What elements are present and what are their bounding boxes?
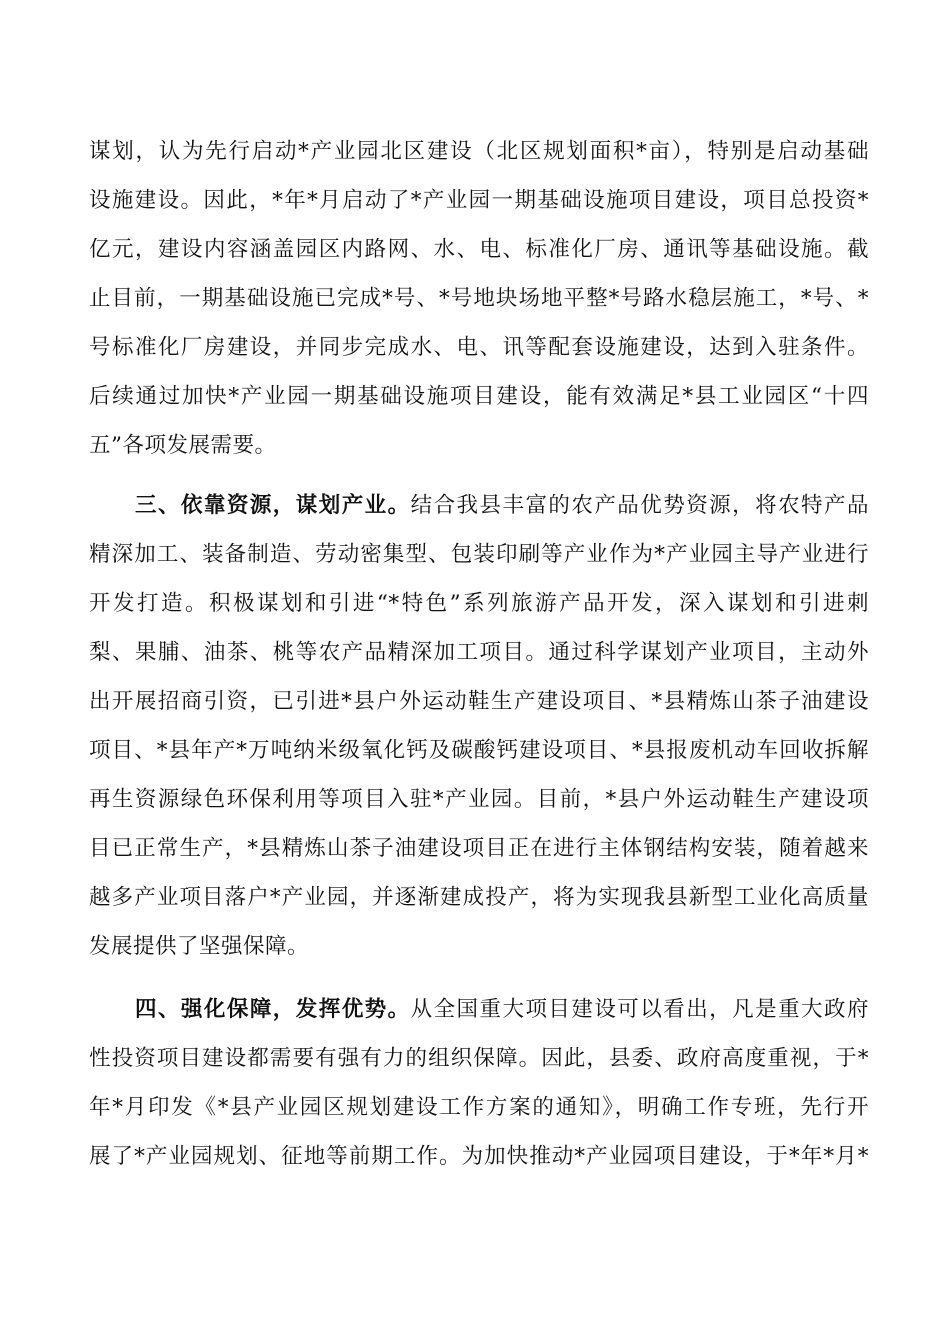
paragraph-line: 项目、*县年产*万吨纳米级氧化钙及碳酸钙建设项目、*县报废机动车回收拆解 [89,738,869,763]
paragraph-text: 从全国重大项目建设可以看出，凡是重大政府 [410,997,869,1022]
paragraph-line: 号标准化厂房建设，并同步完成水、电、讯等配套设施建设，达到入驻条件。 [89,335,869,360]
paragraph-line: 越多产业项目落户*产业园，并逐渐建成投产，将为实现我县新型工业化高质量 [89,885,869,910]
paragraph-line: 设施建设。因此，*年*月启动了*产业园一期基础设施项目建设，项目总投资* [89,188,869,213]
paragraph-line: 年*月印发《*县产业园区规划建设工作方案的通知》，明确工作专班，先行开 [89,1095,869,1120]
paragraph-first-line [135,995,869,1025]
section-heading: 三、依靠资源，谋划产业。 [135,493,411,518]
paragraph-line: 后续通过加快*产业园一期基础设施项目建设，能有效满足*县工业园区“十四 [89,384,869,409]
paragraph-line: 梨、果脯、油茶、桃等农产品精深加工项目。通过科学谋划产业项目，主动外 [89,640,869,665]
paragraph-line: 开发打造。积极谋划和引进“*特色”系列旅游产品开发，深入谋划和引进刺 [89,591,869,616]
paragraph-line: 止目前，一期基础设施已完成*号、*号地块场地平整*号路水稳层施工，*号、* [89,286,869,311]
paragraph-line: 出开展招商引资，已引进*县户外运动鞋生产建设项目、*县精炼山茶子油建设 [89,689,869,714]
paragraph-text: 结合我县丰富的农产品优势资源，将农特产品 [410,493,869,518]
paragraph-line: 发展提供了坚强保障。 [89,934,310,959]
paragraph-line: 展了*产业园规划、征地等前期工作。为加快推动*产业园项目建设，于*年*月* [89,1144,869,1169]
paragraph-line: 五”各项发展需要。 [89,433,277,458]
paragraph-line: 再生资源绿色环保利用等项目入驻*产业园。目前，*县户外运动鞋生产建设项 [89,787,869,812]
paragraph-line: 谋划，认为先行启动*产业园北区建设（北区规划面积*亩），特别是启动基础 [89,139,869,164]
paragraph-first-line [135,491,869,521]
paragraph-line: 精深加工、装备制造、劳动密集型、包装印刷等产业作为*产业园主导产业进行 [89,542,869,567]
paragraph-line: 亿元，建设内容涵盖园区内路网、水、电、标准化厂房、通讯等基础设施。截 [89,237,869,262]
section-heading: 四、强化保障，发挥优势。 [135,997,411,1022]
paragraph-line: 性投资项目建设都需要有强有力的组织保障。因此，县委、政府高度重视，于* [89,1046,869,1071]
paragraph-line: 目已正常生产，*县精炼山茶子油建设项目正在进行主体钢结构安装，随着越来 [89,836,869,861]
